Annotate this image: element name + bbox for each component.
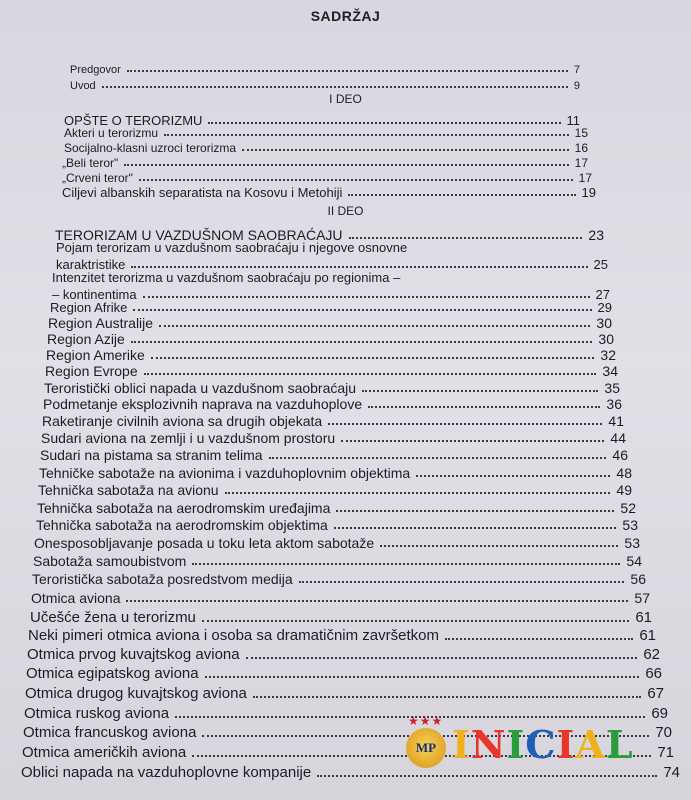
section-heading-1: I DEO — [329, 92, 362, 106]
dot-leader — [269, 457, 607, 459]
toc-entry-title: Socijalno-klasni uzroci terorizma — [64, 141, 237, 155]
dot-leader — [445, 638, 633, 640]
toc-page-number: 15 — [574, 126, 588, 140]
toc-page-number: 53 — [624, 535, 640, 551]
dot-leader — [349, 237, 583, 239]
toc-page-number: 7 — [573, 64, 580, 76]
toc-entry — [64, 126, 588, 140]
toc-page-number: 17 — [578, 171, 592, 185]
toc-entry — [62, 171, 592, 185]
dot-leader — [143, 296, 590, 298]
toc-entry-title: Sabotaža samoubistvom — [33, 553, 187, 569]
toc-entry-title: Sudari aviona na zemlji i u vazdušnom prostoru — [41, 430, 336, 446]
emblem-icon: MP — [406, 728, 446, 768]
toc-entry — [37, 500, 636, 516]
toc-entry-title: Neki pimeri otmica aviona i osoba sa dramatičnim završetkom — [28, 627, 439, 644]
toc-page-number: 32 — [600, 347, 616, 363]
toc-page-number: 49 — [616, 482, 632, 498]
publisher-logo — [400, 712, 691, 800]
toc-page-number: 52 — [620, 500, 636, 516]
dot-leader — [131, 266, 587, 268]
dot-leader — [246, 657, 638, 659]
toc-entry-title: Oblici napada na vazduhoplovne kompanije — [21, 764, 312, 781]
dot-leader — [131, 341, 593, 343]
dot-leader — [253, 696, 642, 698]
toc-entry-title: Region Australije — [48, 315, 154, 331]
dot-leader — [164, 134, 569, 136]
toc-page-number: 36 — [606, 396, 622, 412]
toc-page-number: 74 — [663, 764, 680, 781]
dot-leader — [102, 86, 568, 88]
toc-page-number: 27 — [595, 287, 610, 302]
toc-entry — [32, 571, 646, 587]
dot-leader — [127, 70, 568, 72]
toc-entry — [46, 347, 616, 363]
toc-page-number: 23 — [588, 227, 604, 243]
dot-leader — [334, 527, 617, 529]
dot-leader — [348, 194, 575, 196]
dot-leader — [299, 581, 625, 583]
toc-page-number: 35 — [604, 380, 620, 396]
dot-leader — [202, 620, 629, 622]
toc-page-number: 62 — [643, 646, 660, 663]
toc-entry — [47, 331, 614, 347]
toc-entry — [33, 553, 642, 569]
section-heading-2: II DEO — [327, 204, 364, 218]
toc-page-number: 66 — [645, 665, 662, 682]
dot-leader — [159, 325, 590, 327]
toc-page-number: 30 — [598, 331, 614, 347]
toc-entry-title: Ciljevi albanskih separatista na Kosovu i Metohiji — [62, 185, 343, 200]
toc-entry-title: Tehničke sabotaže na avionima i vazduhoplovnim objektima — [39, 465, 411, 481]
toc-page-number: 67 — [647, 685, 664, 702]
toc-entry — [25, 685, 664, 702]
toc-entry — [30, 609, 652, 626]
toc-page-number: 61 — [635, 609, 652, 626]
dot-leader — [328, 423, 602, 425]
toc-entry-title: Otmica američkih aviona — [22, 744, 187, 761]
toc-page-number: 9 — [573, 80, 580, 92]
dot-leader — [133, 309, 591, 311]
toc-entry — [70, 64, 580, 76]
toc-entry-title: Sudari na pistama sa stranim telima — [40, 447, 263, 463]
toc-entry — [45, 363, 618, 379]
toc-entry — [31, 590, 650, 606]
toc-entry-title: Otmica aviona — [31, 590, 121, 606]
toc-entry — [50, 300, 612, 315]
toc-page-number: 61 — [639, 627, 656, 644]
dot-leader — [368, 406, 600, 408]
toc-entry — [64, 141, 588, 155]
toc-page-number: 54 — [626, 553, 642, 569]
toc-entry-title: Raketiranje civilnih aviona sa drugih objekata — [42, 413, 323, 429]
toc-page-number: 41 — [608, 413, 624, 429]
toc-entry — [36, 517, 638, 533]
toc-page-number: 48 — [616, 465, 632, 481]
toc-entry — [44, 380, 620, 396]
toc-page-number: 19 — [581, 185, 596, 200]
toc-entry — [28, 627, 656, 644]
toc-entry-title: Otmica francuskog aviona — [23, 724, 197, 741]
toc-page-number: 30 — [596, 315, 612, 331]
toc-entry — [34, 535, 640, 551]
toc-page-number: 70 — [655, 724, 672, 741]
toc-entry-title: Tehnička sabotaža na aerodromskim uređajima — [37, 500, 331, 516]
toc-entry-title: Uvod — [70, 80, 96, 92]
toc-entry-title: Region Amerike — [46, 347, 145, 363]
toc-page-number: 17 — [574, 156, 588, 170]
toc-page-number: 69 — [651, 705, 668, 722]
toc-entry-title: Akteri u terorizmu — [64, 126, 159, 140]
toc-entry-title: Predgovor — [70, 64, 121, 76]
toc-page-number: 46 — [612, 447, 628, 463]
dot-leader — [124, 164, 568, 166]
toc-entry-title: Onesposobljavanje posada u toku leta aktom sabotaže — [34, 535, 375, 551]
toc-entry-title: Podmetanje eksplozivnih naprava na vazduhoplove — [43, 396, 363, 412]
toc-entry-title: Intenzitet terorizma u vazdušnom saobraćaju po regionima – — [52, 270, 401, 285]
dot-leader — [144, 373, 597, 375]
toc-entry-title: Tehnička sabotaža na avionu — [38, 482, 219, 498]
brand-wordmark: INICIAL — [452, 722, 634, 767]
toc-entry-title: Teroristička sabotaža posredstvom medija — [32, 571, 293, 587]
dot-leader — [225, 492, 611, 494]
toc-page-number: 16 — [574, 141, 588, 155]
toc-entry — [40, 447, 628, 463]
toc-entry-title: Region Evrope — [45, 363, 138, 379]
dot-leader — [151, 357, 595, 359]
toc-entry-title-continued: – kontinentima — [52, 287, 137, 302]
toc-entry-title: Otmica drugog kuvajtskog aviona — [25, 685, 247, 702]
toc-entry — [27, 646, 660, 663]
toc-entry — [41, 430, 626, 446]
toc-entry — [42, 413, 624, 429]
dot-leader — [126, 600, 628, 602]
toc-entry-title: „Beli teror" — [62, 156, 119, 170]
dot-leader — [416, 475, 610, 477]
toc-entry-title: Tehnička sabotaža na aerodromskim objektima — [36, 517, 328, 533]
page-title: SADRŽAJ — [310, 8, 381, 24]
toc-entry-title: „Crveni teror" — [62, 171, 133, 185]
dot-leader — [205, 676, 640, 678]
toc-entry-title: OPŠTE O TERORIZMU — [64, 113, 203, 128]
dot-leader — [336, 510, 614, 512]
dot-leader — [380, 545, 618, 547]
toc-page-number: 11 — [566, 113, 580, 128]
toc-entry — [70, 80, 580, 92]
toc-entry — [62, 185, 596, 200]
toc-entry-title: Otmica ruskog aviona — [24, 705, 170, 722]
toc-page-number: 34 — [602, 363, 618, 379]
toc-entry-title: Otmica prvog kuvajtskog aviona — [27, 646, 240, 663]
toc-entry — [48, 315, 612, 331]
toc-entry — [38, 482, 632, 498]
toc-entry — [43, 396, 622, 412]
toc-page-number: 25 — [593, 257, 608, 272]
toc-entry-title-continued: karaktristike — [56, 257, 126, 272]
toc-page-number: 29 — [597, 300, 612, 315]
dot-leader — [139, 179, 573, 181]
toc-entry-title: Region Afrike — [50, 300, 128, 315]
dot-leader — [192, 563, 620, 565]
toc-page-number: 53 — [622, 517, 638, 533]
toc-page-number: 44 — [610, 430, 626, 446]
toc-entry-title: Otmica egipatskog aviona — [26, 665, 199, 682]
dot-leader — [362, 390, 598, 392]
toc-entry-title: Region Azije — [47, 331, 125, 347]
toc-entry — [39, 465, 632, 481]
stars-icon: ★★★ — [408, 714, 444, 728]
toc-entry-title: Učešće žena u terorizmu — [30, 609, 196, 626]
toc-entry-title: Teroristički oblici napada u vazdušnom saobraćaju — [44, 380, 357, 396]
toc-entry — [26, 665, 662, 682]
dot-leader — [341, 440, 604, 442]
toc-page-number: 71 — [657, 744, 674, 761]
dot-leader — [242, 149, 569, 151]
toc-entry-title: Pojam terorizam u vazdušnom saobraćaju i njegove osnovne — [56, 240, 408, 255]
toc-entry-title: TERORIZAM U VAZDUŠNOM SAOBRAĆAJU — [55, 227, 343, 243]
dot-leader — [208, 122, 560, 124]
toc-entry — [62, 156, 588, 170]
toc-page-number: 56 — [630, 571, 646, 587]
toc-page-number: 57 — [634, 590, 650, 606]
